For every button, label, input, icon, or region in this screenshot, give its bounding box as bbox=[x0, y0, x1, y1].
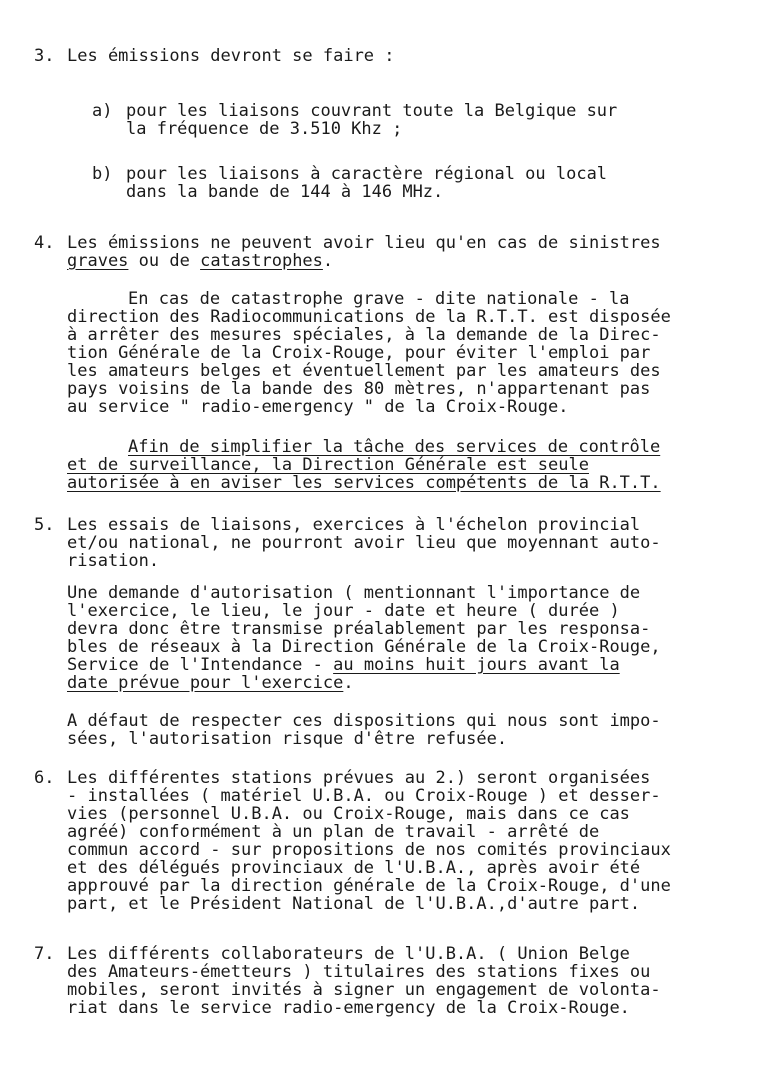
text-line: part, et le Président National de l'U.B.A.,d'autre part. bbox=[67, 894, 641, 914]
text-line: En cas de catastrophe grave - dite nationale - la bbox=[128, 289, 630, 309]
text-line: commun accord - sur propositions de nos comités provinciaux bbox=[67, 840, 671, 860]
sub-item-b-label: b) bbox=[92, 164, 113, 184]
item-4-paragraph-2 bbox=[67, 290, 671, 416]
text-line: la fréquence de 3.510 Khz ; bbox=[126, 119, 403, 139]
text-line bbox=[67, 252, 661, 270]
text-line: à arrêter des mesures spéciales, à la demande de la Direc- bbox=[67, 325, 661, 345]
text-line: risation. bbox=[67, 551, 160, 571]
text-line bbox=[67, 674, 661, 692]
item-number-5: 5. bbox=[34, 515, 55, 535]
item-7-paragraph bbox=[67, 945, 661, 1017]
text-line: Les essais de liaisons, exercices à l'échelon provincial bbox=[67, 515, 641, 535]
text-line: - installées ( matériel U.B.A. ou Croix-Rouge ) et desser- bbox=[67, 786, 661, 806]
text-line: direction des Radiocommunications de la R.T.T. est disposée bbox=[67, 307, 671, 327]
underlined-word-graves: graves bbox=[67, 251, 129, 271]
underlined-text: au moins huit jours avant la bbox=[333, 655, 620, 675]
item-6-paragraph bbox=[67, 769, 671, 913]
text-line: les amateurs belges et éventuellement par les amateurs des bbox=[67, 361, 661, 381]
underlined-text: autorisée à en aviser les services compétents de la R.T.T. bbox=[67, 473, 661, 493]
text-fragment: . bbox=[343, 673, 354, 693]
text-line: agréé) conformément à un plan de travail - arrêté de bbox=[67, 822, 600, 842]
item-number-4: 4. bbox=[34, 233, 55, 253]
item-4-paragraph-1 bbox=[67, 234, 661, 270]
text-line: Les différents collaborateurs de l'U.B.A. ( Union Belge bbox=[67, 944, 630, 964]
text-line: sées, l'autorisation risque d'être refusée. bbox=[67, 729, 508, 749]
text-fragment: Service de l'Intendance - bbox=[67, 655, 334, 675]
text-fragment: ou de bbox=[128, 251, 201, 271]
underlined-text: et de surveillance, la Direction Générale est seule bbox=[67, 455, 589, 475]
text-line: Les émissions devront se faire : bbox=[67, 46, 395, 66]
text-line bbox=[67, 438, 661, 456]
text-line: bles de réseaux à la Direction Générale de la Croix-Rouge, bbox=[67, 637, 661, 657]
item-4-paragraph-3-underlined bbox=[67, 438, 661, 492]
item-number-7: 7. bbox=[34, 944, 55, 964]
item-number-6: 6. bbox=[34, 768, 55, 788]
item-5-paragraph-2 bbox=[67, 584, 661, 692]
text-line: approuvé par la direction générale de la Croix-Rouge, d'une bbox=[67, 876, 671, 896]
text-line: A défaut de respecter ces dispositions qui nous sont impo- bbox=[67, 711, 661, 731]
text-line: l'exercice, le lieu, le jour - date et heure ( durée ) bbox=[67, 601, 620, 621]
sub-item-b bbox=[126, 165, 607, 201]
item-3-intro bbox=[67, 47, 395, 65]
underlined-text: date prévue pour l'exercice bbox=[67, 673, 344, 693]
sub-item-a-label: a) bbox=[92, 101, 113, 121]
text-line: au service " radio-emergency " de la Croix-Rouge. bbox=[67, 397, 569, 417]
text-line: devra donc être transmise préalablement par les responsa- bbox=[67, 619, 651, 639]
text-line: tion Générale de la Croix-Rouge, pour éviter l'emploi par bbox=[67, 343, 651, 363]
sub-item-a bbox=[126, 102, 617, 138]
text-line: Les émissions ne peuvent avoir lieu qu'en cas de sinistres bbox=[67, 233, 661, 253]
text-line: et des délégués provinciaux de l'U.B.A., après avoir été bbox=[67, 858, 641, 878]
text-line bbox=[67, 474, 661, 492]
text-line: pour les liaisons à caractère régional ou local bbox=[126, 164, 608, 184]
text-line: Une demande d'autorisation ( mentionnant l'importance de bbox=[67, 583, 641, 603]
item-5-paragraph-3 bbox=[67, 712, 661, 748]
item-5-paragraph-1 bbox=[67, 516, 661, 570]
text-fragment: . bbox=[322, 251, 334, 271]
text-line: riat dans le service radio-emergency de la Croix-Rouge. bbox=[67, 998, 630, 1018]
text-line: et/ou national, ne pourront avoir lieu que moyennant auto- bbox=[67, 533, 661, 553]
text-line bbox=[67, 456, 661, 474]
text-line: mobiles, seront invités à signer un engagement de volonta- bbox=[67, 980, 661, 1000]
underlined-text: Afin de simplifier la tâche des services de contrôle bbox=[128, 437, 661, 457]
text-line: des Amateurs-émetteurs ) titulaires des stations fixes ou bbox=[67, 962, 651, 982]
underlined-word-catastrophes: catastrophes bbox=[200, 251, 323, 271]
item-number-3: 3. bbox=[34, 46, 55, 66]
text-line: dans la bande de 144 à 146 MHz. bbox=[126, 182, 444, 202]
text-line: Les différentes stations prévues au 2.) seront organisées bbox=[67, 768, 651, 788]
text-line: vies (personnel U.B.A. ou Croix-Rouge, mais dans ce cas bbox=[67, 804, 630, 824]
text-line bbox=[67, 656, 661, 674]
text-line: pays voisins de la bande des 80 mètres, n'appartenant pas bbox=[67, 379, 651, 399]
text-line: pour les liaisons couvrant toute la Belgique sur bbox=[126, 101, 618, 121]
